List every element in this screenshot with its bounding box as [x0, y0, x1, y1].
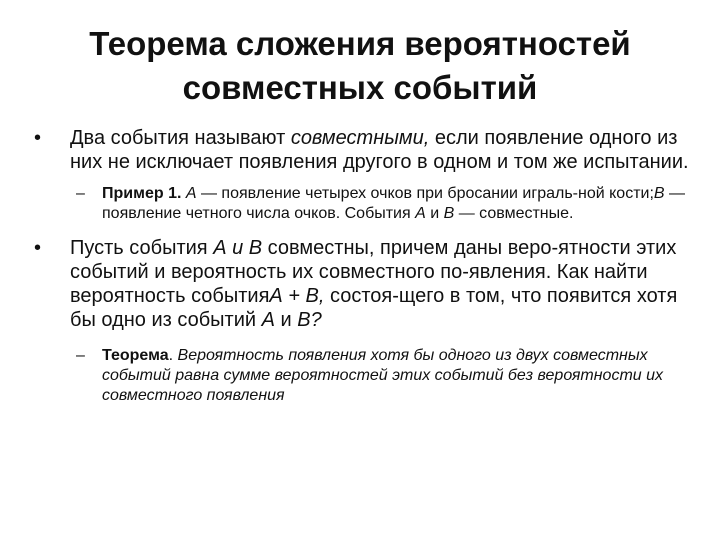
title-line-2: совместных событий [182, 69, 538, 106]
text: совместны, причем даны веро-ятности этих событий и вероятность их совместного по-явления. Как найти вероятность события [70, 237, 677, 307]
event-b: В [443, 205, 455, 222]
text: и [425, 205, 444, 222]
text: — появление четного числа очков. События [102, 185, 686, 222]
event-b: B [653, 185, 665, 202]
event-a: А [213, 237, 227, 259]
text: состоя-щего в том, что появится хотя бы одно из событий [70, 285, 678, 331]
dash-marker: – [76, 347, 85, 364]
example-label: Пример 1. [102, 185, 182, 202]
bullet-marker: • [34, 127, 42, 149]
title-line-1: Теорема сложения вероятностей [89, 25, 631, 62]
text: если появление одного из них не исключает появления другого в одном и том же испытании. [70, 127, 689, 173]
slide-body [34, 126, 694, 406]
event-a: А [185, 185, 197, 202]
event-a: А [415, 205, 426, 222]
slide-title [0, 22, 720, 110]
theorem-text: Вероятность появления хотя бы одного из двух совместных событий равна сумме вероятностей этих событий без вероятности их совместного появления [102, 347, 664, 404]
bullet-marker: • [34, 237, 42, 259]
event-b: В? [297, 309, 322, 331]
text: Пусть события [70, 237, 214, 259]
text: — появление четырех очков при бросании играль-ной кости; [196, 185, 654, 202]
text: Два события называют [70, 127, 291, 149]
theorem-label: Теорема [102, 347, 169, 364]
term-joint: совместными, [290, 127, 430, 149]
bullet-definition [34, 126, 694, 174]
text: — совместные. [454, 205, 574, 222]
dash-marker: – [76, 185, 85, 202]
text: и [274, 309, 298, 331]
text: и [226, 237, 249, 259]
event-sum: А + В, [269, 285, 325, 307]
sub-bullet-example [70, 184, 694, 224]
event-b: В [248, 237, 263, 259]
sub-bullet-theorem [70, 346, 694, 406]
bullet-question [34, 236, 694, 332]
event-a: А [261, 309, 275, 331]
text: . [168, 347, 174, 364]
